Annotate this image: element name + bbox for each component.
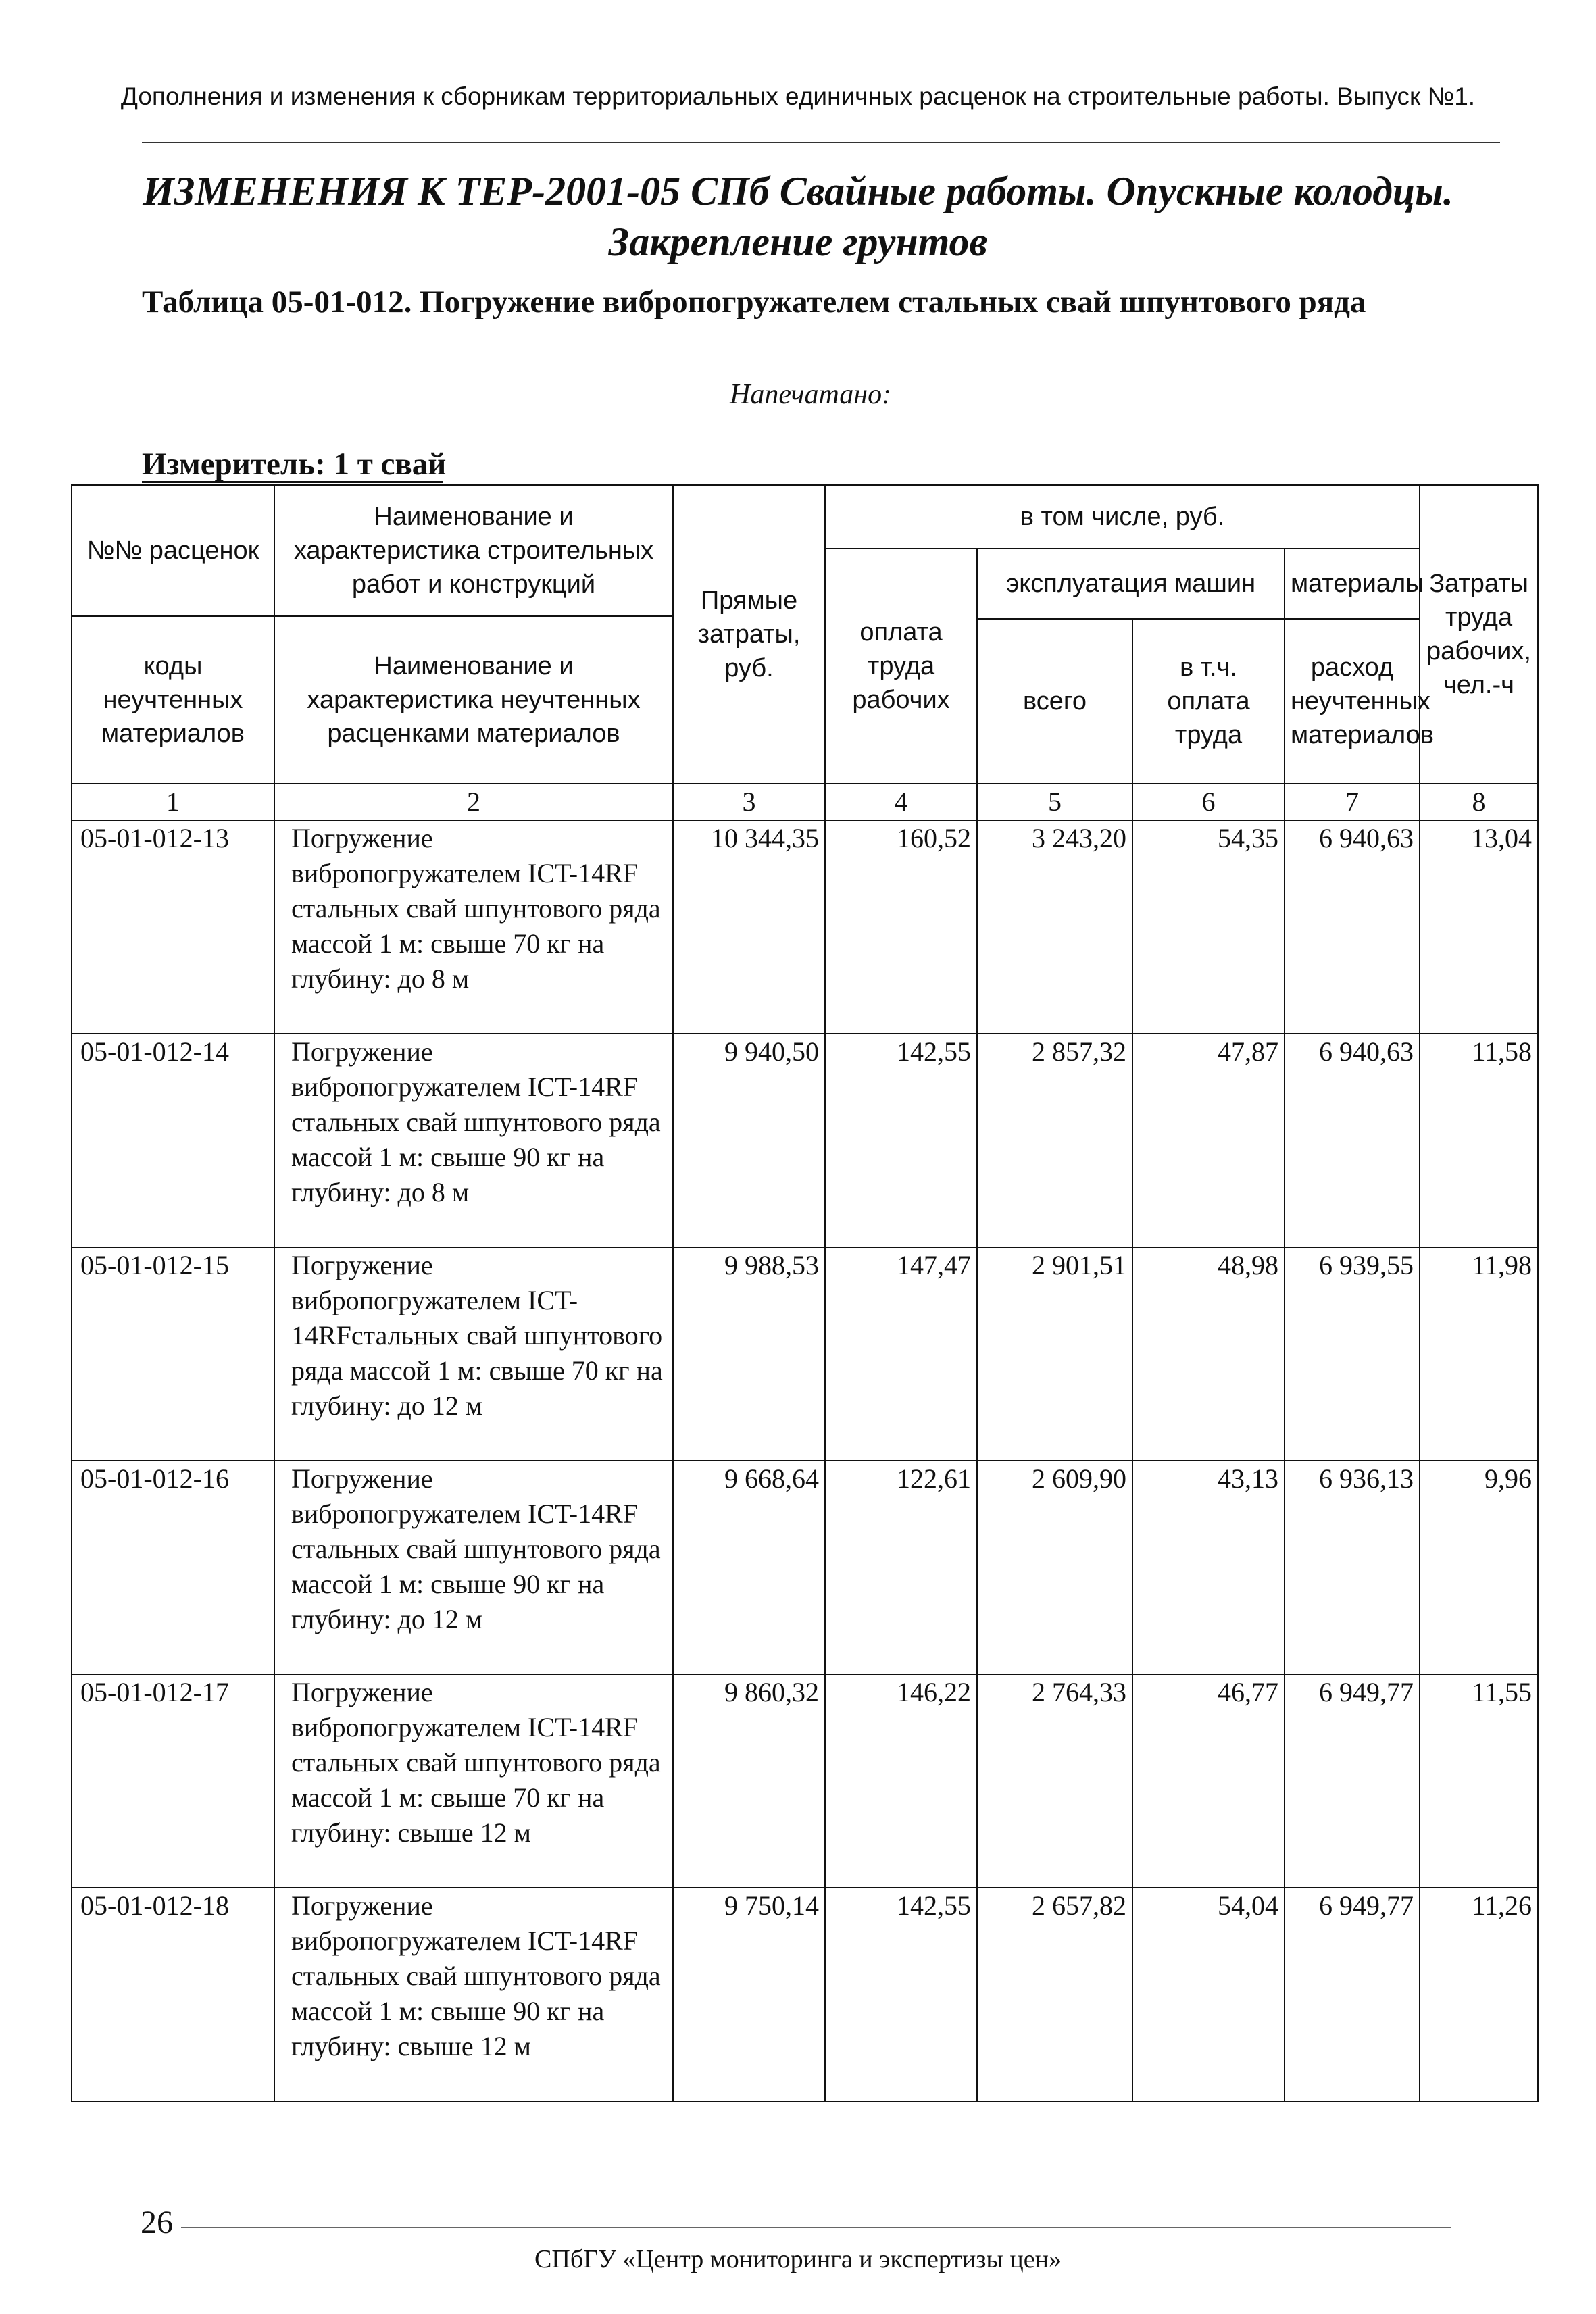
column-numbers-row <box>72 784 1538 820</box>
col-direct-costs: Прямые затраты, руб. <box>673 485 825 784</box>
machines-total: 3 243,20 <box>977 820 1132 1034</box>
machines-total: 2 857,32 <box>977 1034 1132 1247</box>
table-title: Таблица 05-01-012. Погружение вибропогружателем стальных свай шпунтового ряда <box>142 284 1366 320</box>
rate-code: 05-01-012-18 <box>72 1888 274 2101</box>
labor-costs: 11,26 <box>1420 1888 1538 2101</box>
labor-costs: 11,98 <box>1420 1247 1538 1461</box>
page-number: 26 <box>141 2205 173 2240</box>
footer-rule <box>181 2227 1451 2228</box>
direct-costs: 9 750,14 <box>673 1888 825 2101</box>
table-row <box>72 1034 1538 1247</box>
rate-code: 05-01-012-14 <box>72 1034 274 1247</box>
machines-wages: 54,35 <box>1132 820 1285 1034</box>
direct-costs: 10 344,35 <box>673 820 825 1034</box>
table-row <box>72 1461 1538 1674</box>
worker-wages: 122,61 <box>825 1461 977 1674</box>
header-row-1 <box>72 485 1538 549</box>
rates-table <box>71 484 1539 2102</box>
labor-costs: 11,58 <box>1420 1034 1538 1247</box>
printed-label: Напечатано: <box>730 379 892 410</box>
machines-wages: 48,98 <box>1132 1247 1285 1461</box>
worker-wages: 142,55 <box>825 1888 977 2101</box>
col-machines: эксплуатация машин <box>977 549 1285 619</box>
materials-cost: 6 936,13 <box>1285 1461 1420 1674</box>
table-row <box>72 1247 1538 1461</box>
col-number: 8 <box>1420 784 1538 820</box>
worker-wages: 147,47 <box>825 1247 977 1461</box>
col-machines-total: всего <box>977 619 1132 784</box>
machines-wages: 54,04 <box>1132 1888 1285 2101</box>
table-row <box>72 1888 1538 2101</box>
labor-costs: 11,55 <box>1420 1674 1538 1888</box>
col-unaccounted-consumption: расход неучтенных материалов <box>1285 619 1420 784</box>
document-title-line2: Закрепление грунтов <box>608 220 988 264</box>
worker-wages: 160,52 <box>825 820 977 1034</box>
rate-description: Погружение вибропогружателем ICT-14RF стальных свай шпунтового ряда массой 1 м: свыше 90 кг на глубину: до 8 м <box>274 1034 673 1247</box>
machines-wages: 47,87 <box>1132 1034 1285 1247</box>
col-materials: материалы <box>1285 549 1420 619</box>
col-rate-no: №№ расценок <box>72 485 274 616</box>
rate-description: Погружение вибропогружателем ICT-14RF стальных свай шпунтового ряда массой 1 м: свыше 70 кг на глубину: до 8 м <box>274 820 673 1034</box>
running-header: Дополнения и изменения к сборникам территориальных единичных расценок на строительные работы. Выпуск №1. <box>120 82 1476 110</box>
document-title-line1: ИЗМЕНЕНИЯ К ТЕР-2001-05 СПб Свайные работы. Опускные колодцы. <box>143 169 1453 213</box>
machines-wages: 46,77 <box>1132 1674 1285 1888</box>
col-number: 2 <box>274 784 673 820</box>
labor-costs: 9,96 <box>1420 1461 1538 1674</box>
direct-costs: 9 860,32 <box>673 1674 825 1888</box>
col-codes: коды неучтенных материалов <box>72 616 274 784</box>
measure-unit: Измеритель: 1 т свай <box>142 447 447 482</box>
machines-total: 2 901,51 <box>977 1247 1132 1461</box>
measure-underline <box>142 481 443 483</box>
materials-cost: 6 949,77 <box>1285 1674 1420 1888</box>
table-row <box>72 1674 1538 1888</box>
rate-code: 05-01-012-15 <box>72 1247 274 1461</box>
col-wages: оплата труда рабочих <box>825 549 977 784</box>
col-number: 5 <box>977 784 1132 820</box>
machines-total: 2 764,33 <box>977 1674 1132 1888</box>
col-name-unaccounted: Наименование и характеристика неучтенных расценками материалов <box>274 616 673 784</box>
materials-cost: 6 939,55 <box>1285 1247 1420 1461</box>
footer-organization: СПбГУ «Центр мониторинга и экспертизы цен» <box>534 2245 1062 2273</box>
table-row <box>72 820 1538 1034</box>
direct-costs: 9 940,50 <box>673 1034 825 1247</box>
machines-total: 2 609,90 <box>977 1461 1132 1674</box>
rate-code: 05-01-012-13 <box>72 820 274 1034</box>
direct-costs: 9 988,53 <box>673 1247 825 1461</box>
col-number: 6 <box>1132 784 1285 820</box>
worker-wages: 146,22 <box>825 1674 977 1888</box>
rate-description: Погружение вибропогружателем ICT-14RF стальных свай шпунтового ряда массой 1 м: свыше 70 кг на глубину: свыше 12 м <box>274 1674 673 1888</box>
header-rule <box>142 142 1500 143</box>
col-number: 1 <box>72 784 274 820</box>
col-labor: Затраты труда рабочих, чел.-ч <box>1420 485 1538 784</box>
direct-costs: 9 668,64 <box>673 1461 825 1674</box>
machines-wages: 43,13 <box>1132 1461 1285 1674</box>
worker-wages: 142,55 <box>825 1034 977 1247</box>
materials-cost: 6 940,63 <box>1285 1034 1420 1247</box>
col-including: в том числе, руб. <box>825 485 1420 549</box>
labor-costs: 13,04 <box>1420 820 1538 1034</box>
col-number: 4 <box>825 784 977 820</box>
rate-description: Погружение вибропогружателем ICT-14RF стальных свай шпунтового ряда массой 1 м: свыше 90 кг на глубину: до 12 м <box>274 1461 673 1674</box>
rate-description: Погружение вибропогружателем ICT-14RFстальных свай шпунтового ряда массой 1 м: свыше 70 кг на глубину: до 12 м <box>274 1247 673 1461</box>
col-machines-wages: в т.ч. оплата труда <box>1132 619 1285 784</box>
rate-code: 05-01-012-17 <box>72 1674 274 1888</box>
machines-total: 2 657,82 <box>977 1888 1132 2101</box>
materials-cost: 6 949,77 <box>1285 1888 1420 2101</box>
rate-description: Погружение вибропогружателем ICT-14RF стальных свай шпунтового ряда массой 1 м: свыше 90 кг на глубину: свыше 12 м <box>274 1888 673 2101</box>
col-name: Наименование и характеристика строительных работ и конструкций <box>274 485 673 616</box>
rate-code: 05-01-012-16 <box>72 1461 274 1674</box>
materials-cost: 6 940,63 <box>1285 820 1420 1034</box>
col-number: 3 <box>673 784 825 820</box>
col-number: 7 <box>1285 784 1420 820</box>
